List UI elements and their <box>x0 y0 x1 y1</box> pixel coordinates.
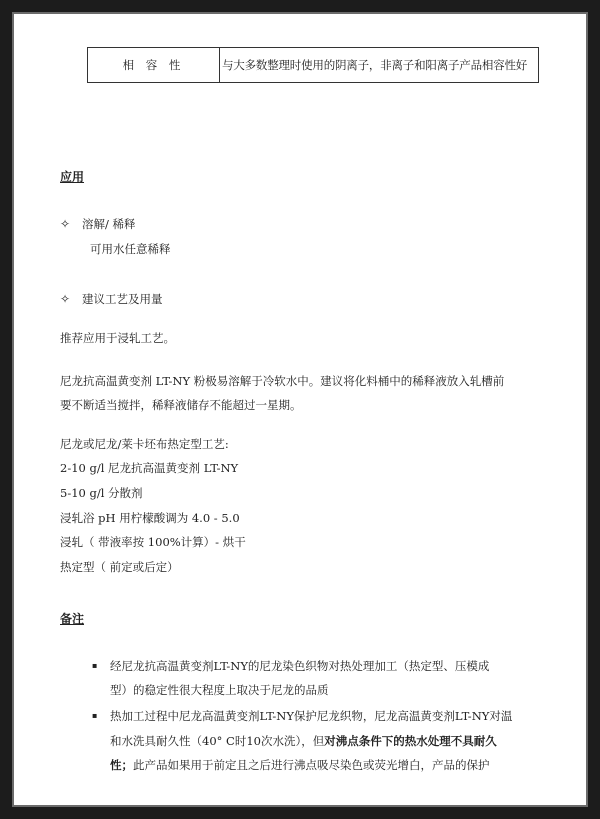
application-heading: 应用 <box>60 170 85 184</box>
note2-line3-bold: 性； <box>110 758 133 772</box>
table-label-cell: 相 容 性 <box>88 48 220 83</box>
note2-line2 <box>110 734 497 749</box>
square-bullet-icon: ▪ <box>92 661 98 670</box>
document-page <box>14 14 586 805</box>
bullet1-text: 可用水任意稀释 <box>90 242 171 256</box>
table-row <box>88 48 539 83</box>
process-line1: 2-10 g/l 尼龙抗高温黄变剂 LT-NY <box>60 461 239 475</box>
diamond-bullet-icon: ✧ <box>60 292 71 306</box>
compatibility-table <box>87 47 539 83</box>
para1-line1: 尼龙抗高温黄变剂 LT-NY 粉极易溶解于冷软水中。建议将化料桶中的稀释液放入轧槽前 <box>60 374 505 388</box>
process-line2: 5-10 g/l 分散剂 <box>60 486 143 500</box>
notes-heading: 备注 <box>60 612 85 626</box>
diamond-bullet-icon: ✧ <box>60 217 71 231</box>
process-line3: 浸轧浴 pH 用柠檬酸调为 4.0 - 5.0 <box>60 511 240 525</box>
para1-line2: 要不断适当搅拌，稀释液储存不能超过一星期。 <box>60 398 302 412</box>
note1-line1: 经尼龙抗高温黄变剂LT-NY的尼龙染色织物对热处理加工（热定型、压模成 <box>110 659 490 673</box>
bullet2-title: 建议工艺及用量 <box>82 292 163 306</box>
note2-line1: 热加工过程中尼龙高温黄变剂LT-NY保护尼龙织物，尼龙高温黄变剂LT-NY对温 <box>110 709 513 723</box>
note2-line3 <box>110 758 490 773</box>
recommend-text: 推荐应用于浸轧工艺。 <box>60 331 175 345</box>
process-line5: 热定型（ 前定或后定） <box>60 560 179 574</box>
process-line4: 浸轧（ 带液率按 100%计算）- 烘干 <box>60 535 246 549</box>
square-bullet-icon: ▪ <box>92 711 98 720</box>
note1-line2: 型）的稳定性很大程度上取决于尼龙的品质 <box>110 683 329 697</box>
note2-line2-normal: 和水洗具耐久性（40° C时10次水洗），但 <box>110 734 325 748</box>
process-title: 尼龙或尼龙/莱卡坯布热定型工艺: <box>60 437 229 451</box>
note2-line2-bold: 对沸点条件下的热水处理不具耐久 <box>324 734 497 748</box>
table-value-cell: 与大多数整理时使用的阴离子，非离子和阳离子产品相容性好 <box>220 48 539 83</box>
note2-line3-normal: 此产品如果用于前定且之后进行沸点吸尽染色或荧光增白，产品的保护 <box>133 758 490 772</box>
bullet1-title: 溶解/ 稀释 <box>82 217 136 231</box>
